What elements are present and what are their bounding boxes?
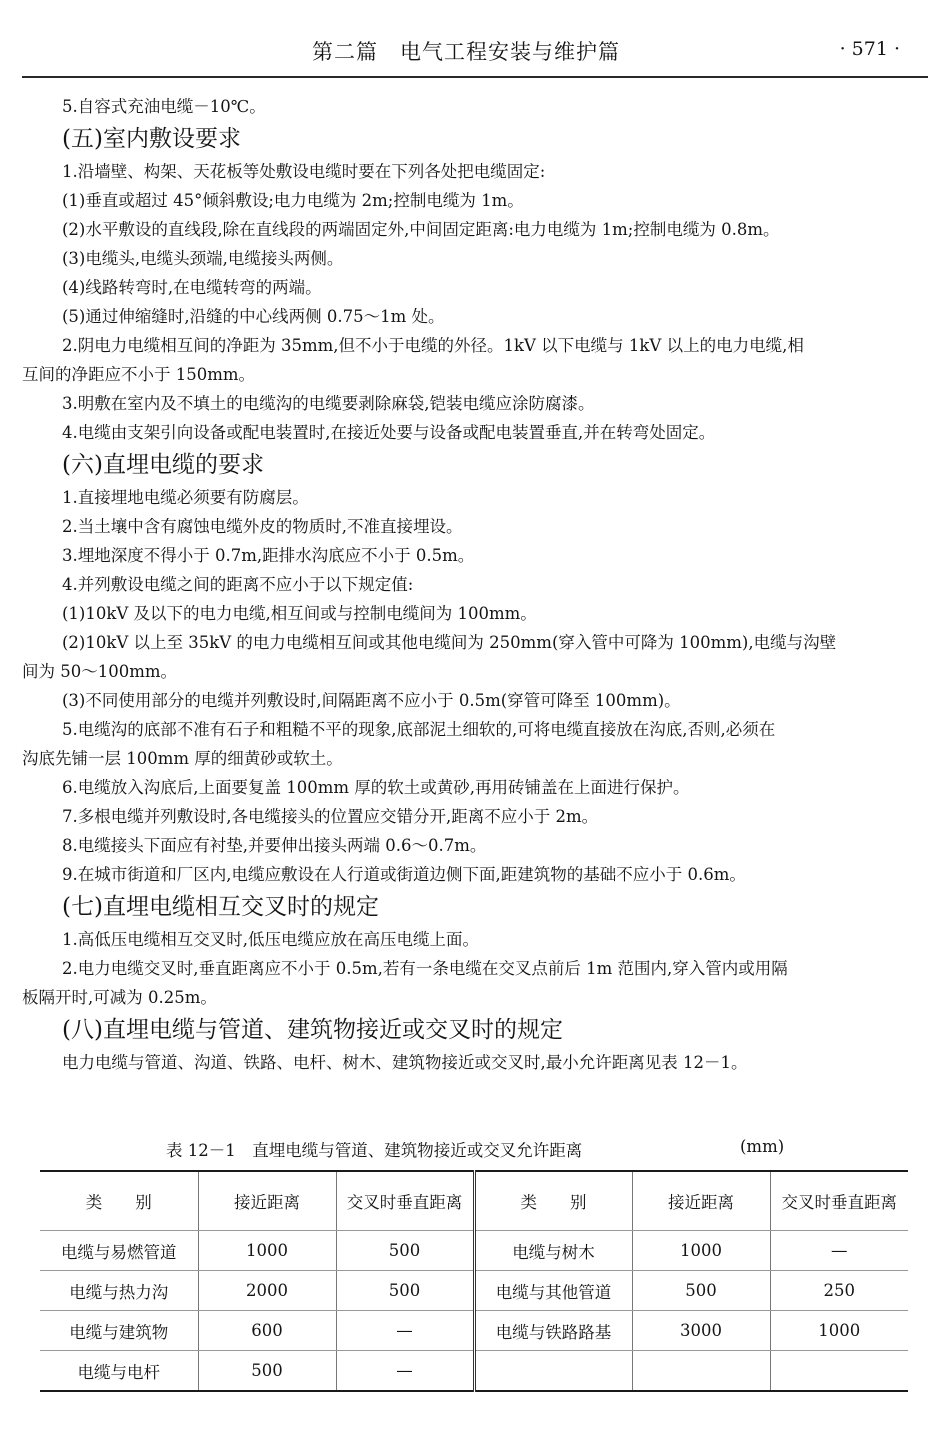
header-cross-distance: 交叉时垂直距离 — [336, 1171, 474, 1231]
paragraph: 6.电缆放入沟底后,上面要复盖 100mm 厚的软土或黄砂,再用砖铺盖在上面进行保护。 — [62, 778, 690, 797]
header-near-distance: 接近距离 — [632, 1171, 770, 1231]
header-category: 类 别 — [474, 1171, 632, 1231]
paragraph: 7.多根电缆并列敷设时,各电缆接头的位置应交错分开,距离不应小于 2m。 — [62, 807, 599, 826]
paragraph: 1.沿墙壁、构架、天花板等处敷设电缆时要在下列各处把电缆固定: — [62, 162, 546, 181]
paragraph: (1)10kV 及以下的电力电缆,相互间或与控制电缆间为 100mm。 — [62, 604, 537, 623]
paragraph: 5.电缆沟的底部不准有石子和粗糙不平的现象,底部泥土细软的,可将电缆直接放在沟底,否则,必须在 — [62, 720, 776, 739]
table-cell: — — [336, 1351, 474, 1392]
table-cell: 1000 — [198, 1231, 336, 1271]
paragraph: (2)10kV 以上至 35kV 的电力电缆相互间或其他电缆间为 250mm(穿入管中可降为 100mm),电缆与沟壁 — [62, 633, 837, 652]
paragraph: 2.当土壤中含有腐蚀电缆外皮的物质时,不准直接埋设。 — [62, 517, 463, 536]
paragraph-continuation: 沟底先铺一层 100mm 厚的细黄砂或软土。 — [22, 749, 343, 768]
running-title: 第二篇 电气工程安装与维护篇 — [312, 40, 620, 64]
distance-table — [40, 1170, 908, 1392]
paragraph: 电力电缆与管道、沟道、铁路、电杆、树木、建筑物接近或交叉时,最小允许距离见表 12－1。 — [62, 1053, 748, 1072]
table-cell — [632, 1351, 770, 1392]
table-cell: 500 — [198, 1351, 336, 1392]
table-cell: 电缆与建筑物 — [40, 1311, 198, 1351]
paragraph: (5)通过伸缩缝时,沿缝的中心线两侧 0.75～1m 处。 — [62, 307, 445, 326]
table-cell: 1000 — [770, 1311, 908, 1351]
table-cell: 电缆与热力沟 — [40, 1271, 198, 1311]
table-row — [40, 1311, 908, 1351]
paragraph: (3)电缆头,电缆头颈端,电缆接头两侧。 — [62, 249, 344, 268]
table-cell: 500 — [336, 1231, 474, 1271]
paragraph: (3)不同使用部分的电缆并列敷设时,间隔距离不应小于 0.5m(穿管可降至 100mm)。 — [62, 691, 681, 710]
section-heading-6: (六)直埋电缆的要求 — [62, 452, 264, 478]
table-cell: — — [770, 1231, 908, 1271]
paragraph: 5.自容式充油电缆－10℃。 — [62, 97, 266, 116]
table-cell: 电缆与树木 — [474, 1231, 632, 1271]
page-header — [22, 30, 928, 78]
paragraph: (4)线路转弯时,在电缆转弯的两端。 — [62, 278, 322, 297]
section-heading-7: (七)直埋电缆相互交叉时的规定 — [62, 894, 379, 920]
paragraph: 9.在城市街道和厂区内,电缆应敷设在人行道或街道边侧下面,距建筑物的基础不应小于 0.6m。 — [62, 865, 746, 884]
table-row — [40, 1271, 908, 1311]
paragraph: 3.埋地深度不得小于 0.7m,距排水沟底应不小于 0.5m。 — [62, 546, 475, 565]
table-row — [40, 1231, 908, 1271]
table-unit: (mm) — [740, 1137, 785, 1156]
table-cell — [770, 1351, 908, 1392]
section-heading-5: (五)室内敷设要求 — [62, 126, 241, 152]
table-cell: 电缆与铁路路基 — [474, 1311, 632, 1351]
header-near-distance: 接近距离 — [198, 1171, 336, 1231]
table-cell: 250 — [770, 1271, 908, 1311]
table-row — [40, 1351, 908, 1392]
table-header-row — [40, 1171, 908, 1231]
paragraph-continuation: 互间的净距应不小于 150mm。 — [22, 365, 256, 384]
paragraph: 2.电力电缆交叉时,垂直距离应不小于 0.5m,若有一条电缆在交叉点前后 1m 范围内,穿入管内或用隔 — [62, 959, 788, 978]
paragraph: (1)垂直或超过 45°倾斜敷设;电力电缆为 2m;控制电缆为 1m。 — [62, 191, 524, 210]
paragraph: 1.高低压电缆相互交叉时,低压电缆应放在高压电缆上面。 — [62, 930, 479, 949]
paragraph: 4.电缆由支架引向设备或配电装置时,在接近处要与设备或配电装置垂直,并在转弯处固定。 — [62, 423, 716, 442]
header-category: 类 别 — [40, 1171, 198, 1231]
table-cell: 500 — [632, 1271, 770, 1311]
paragraph: (2)水平敷设的直线段,除在直线段的两端固定外,中间固定距离:电力电缆为 1m;控制电缆为 0.8m。 — [62, 220, 780, 239]
paragraph: 8.电缆接头下面应有衬垫,并要伸出接头两端 0.6～0.7m。 — [62, 836, 487, 855]
body-text — [22, 92, 928, 1077]
table-cell: — — [336, 1311, 474, 1351]
paragraph-continuation: 板隔开时,可减为 0.25m。 — [22, 988, 217, 1007]
paragraph-continuation: 间为 50～100mm。 — [22, 662, 178, 681]
table-cell: 电缆与电杆 — [40, 1351, 198, 1392]
paragraph: 4.并列敷设电缆之间的距离不应小于以下规定值: — [62, 575, 414, 594]
table-cell: 2000 — [198, 1271, 336, 1311]
section-heading-8: (八)直埋电缆与管道、建筑物接近或交叉时的规定 — [62, 1017, 563, 1043]
table-cell: 电缆与其他管道 — [474, 1271, 632, 1311]
table-cell: 1000 — [632, 1231, 770, 1271]
table-cell: 3000 — [632, 1311, 770, 1351]
table-caption: 表 12－1 直埋电缆与管道、建筑物接近或交叉允许距离 — [166, 1141, 583, 1160]
table-cell: 电缆与易燃管道 — [40, 1231, 198, 1271]
paragraph: 1.直接埋地电缆必须要有防腐层。 — [62, 488, 309, 507]
page-number: · 571 · — [839, 38, 900, 60]
table-cell — [474, 1351, 632, 1392]
paragraph: 3.明敷在室内及不填土的电缆沟的电缆要剥除麻袋,铠装电缆应涂防腐漆。 — [62, 394, 595, 413]
paragraph: 2.阴电力电缆相互间的净距为 35mm,但不小于电缆的外径。1kV 以下电缆与 1kV 以上的电力电缆,相 — [62, 336, 804, 355]
header-cross-distance: 交叉时垂直距离 — [770, 1171, 908, 1231]
table-cell: 600 — [198, 1311, 336, 1351]
table-cell: 500 — [336, 1271, 474, 1311]
